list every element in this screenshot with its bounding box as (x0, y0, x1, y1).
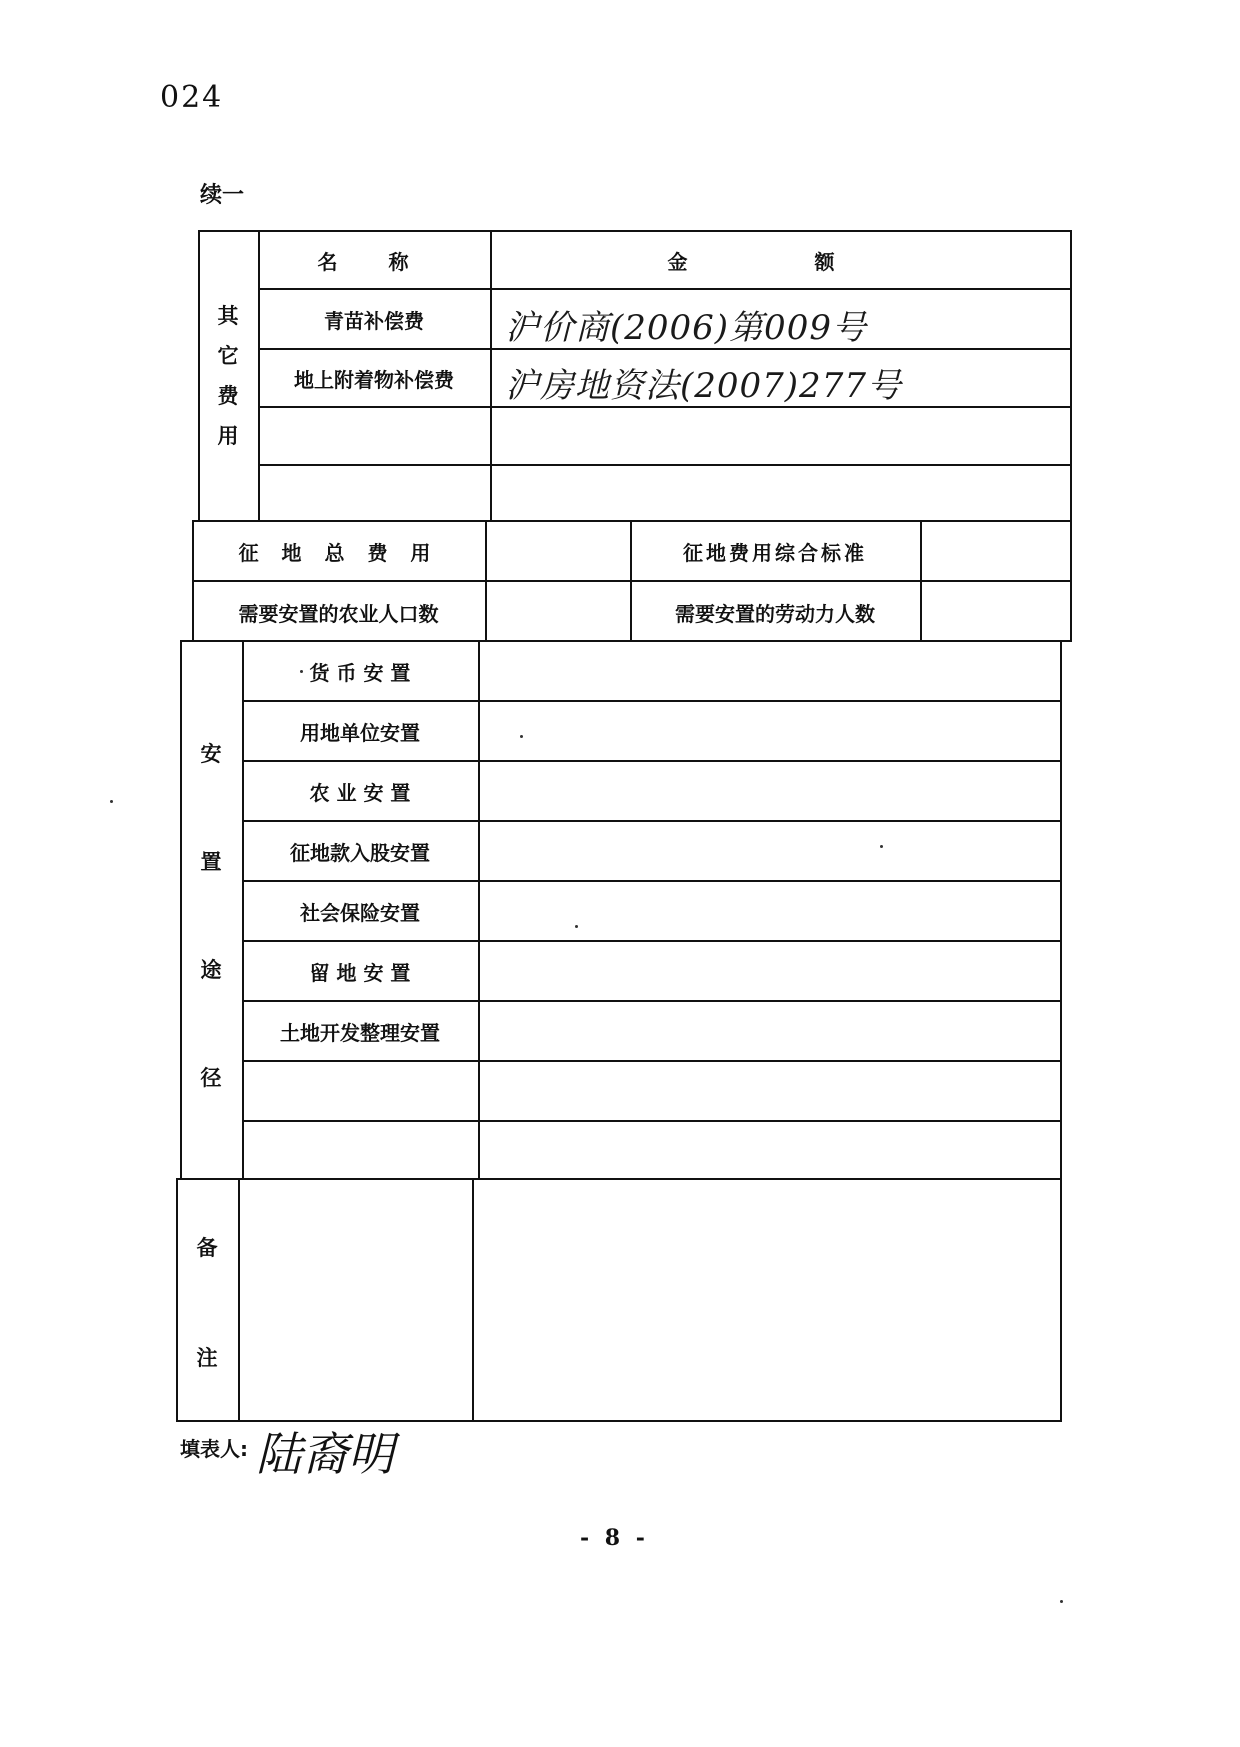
section-label-char: 途 (200, 958, 222, 982)
resettle-reserved-land: 留 地 安 置 (309, 960, 411, 985)
resettle-blank-2 (242, 1122, 478, 1180)
standard-label: 征地费用综合标准 (683, 540, 867, 565)
header-amount: 金 额 (667, 249, 895, 274)
section-label-char: 径 (200, 1066, 222, 1090)
labor-label: 需要安置的劳动力人数 (675, 601, 875, 626)
section-label-char: 安 (200, 742, 222, 766)
resettle-agriculture: 农 业 安 置 (309, 780, 411, 805)
fee-name-seedling: 青苗补偿费 (324, 308, 424, 333)
remarks-section-label (176, 1232, 238, 1372)
header-name: 名 称 (317, 249, 431, 274)
document-code: 024 (160, 80, 224, 115)
other-fees-section-label (198, 300, 258, 450)
section-label-char: 注 (196, 1346, 218, 1370)
fee-name-blank-1 (258, 408, 490, 464)
section-label-char: 置 (200, 850, 222, 874)
resettle-blank-1 (242, 1062, 478, 1120)
fee-amount-attachments: 沪房地资法(2007)277号 (505, 366, 902, 406)
labor-value (920, 582, 1072, 642)
farm-population-value (485, 582, 630, 642)
fee-amount-seedling: 沪价商(2006)第009号 (505, 308, 867, 348)
filler-signature: 陆裔明 (256, 1427, 394, 1481)
resettle-social-insurance: 社会保险安置 (300, 900, 420, 925)
farm-population-label: 需要安置的农业人口数 (238, 601, 439, 626)
total-cost-value (485, 522, 630, 580)
resettlement-section-label (180, 738, 242, 1092)
section-label-char: 备 (196, 1236, 218, 1260)
section-label-char: 用 (217, 424, 239, 448)
section-label-char: 其 (217, 304, 239, 328)
filler-label: 填表人: (180, 1437, 248, 1461)
fee-name-attachments: 地上附着物补偿费 (294, 367, 454, 392)
section-label-char: 费 (217, 384, 239, 408)
resettle-cash: 货 币 安 置 (309, 660, 411, 685)
resettle-employer: 用地单位安置 (300, 720, 420, 745)
page-footer: - 8 - (580, 1525, 649, 1551)
remarks-value (472, 1180, 1062, 1420)
fee-name-blank-2 (258, 466, 490, 522)
resettle-land-development: 土地开发整理安置 (280, 1020, 440, 1045)
resettle-equity: 征地款入股安置 (290, 840, 430, 865)
section-label-char: 它 (217, 344, 239, 368)
continuation-label: 续一 (200, 183, 245, 208)
standard-value (920, 522, 1072, 580)
total-cost-label: 征 地 总 费 用 (238, 540, 439, 565)
